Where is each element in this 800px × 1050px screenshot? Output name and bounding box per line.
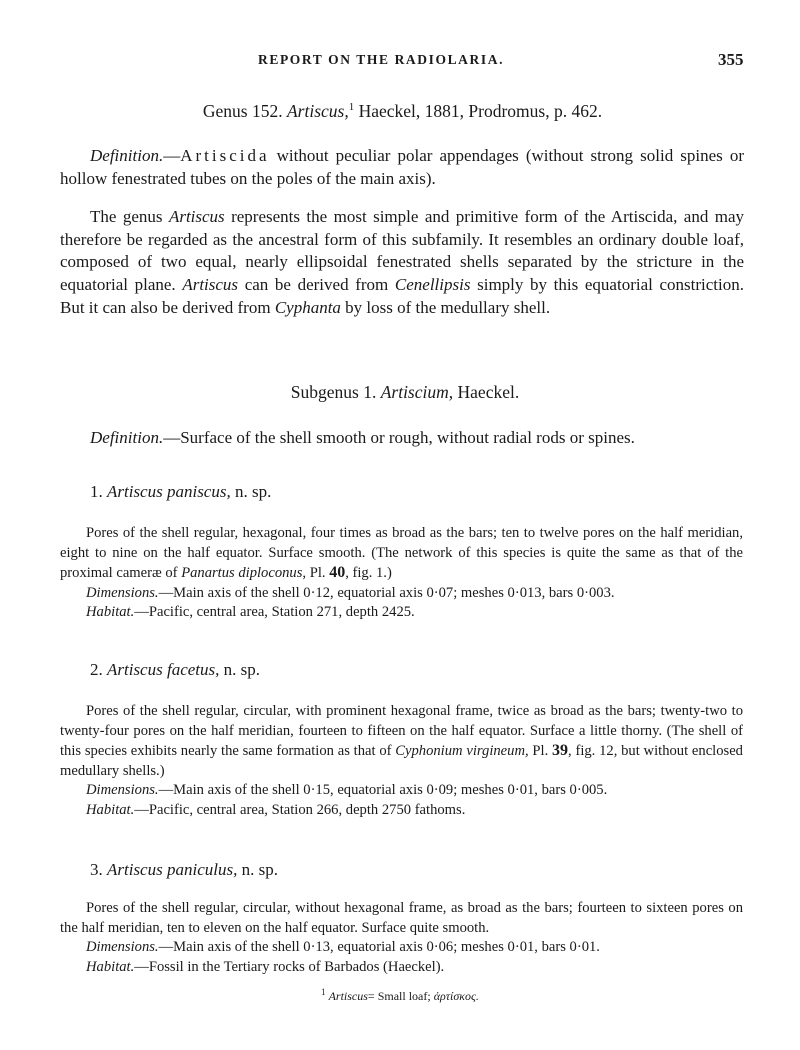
genus-definition <box>60 145 744 190</box>
description-text: Pores of the shell regular, hexagonal, four times as broad as the bars; ten to twelve pores on the half meridian, eight to nine on the half equator. Surface smooth. (The network of this species is quite the same as that of the proximal cameræ of <box>60 525 743 582</box>
definition-dash: — <box>163 146 181 165</box>
genus-prefix: Genus 152. <box>202 101 283 121</box>
running-head-title: REPORT ON THE RADIOLARIA. <box>258 52 505 67</box>
genus-heading <box>0 101 800 122</box>
species-habitat <box>60 958 743 978</box>
species-entry <box>60 524 743 623</box>
figure-reference: , fig. 12, but without enclosed medullary shells.) <box>60 743 743 779</box>
dimensions-label: Dimensions. <box>86 782 159 799</box>
definition-label: Definition. <box>90 428 164 447</box>
description-text: simply by this equatorial constriction. But it can also be derived from <box>60 275 744 317</box>
species-habitat <box>60 603 743 623</box>
subgenus-definition <box>60 427 744 450</box>
page-number: 355 <box>718 50 744 69</box>
dimensions-text: —Main axis of the shell 0·13, equatorial axis 0·06; meshes 0·01, bars 0·01. <box>158 939 600 956</box>
plate-label: Pl. <box>532 743 549 760</box>
plate-label: Pl. <box>309 565 326 582</box>
species-name: Artiscus paniscus, <box>107 482 231 501</box>
species-dimensions <box>60 938 743 958</box>
reference-taxon: Panartus diploconus, <box>181 565 307 582</box>
definition-text: without peculiar polar appendages (without strong solid spines or hollow fenestrated tubes on the poles of the main axis). <box>60 146 745 188</box>
taxon-name: Artiscus <box>168 207 225 226</box>
habitat-label: Habitat. <box>86 801 135 818</box>
species-name: Artiscus facetus, <box>107 660 220 679</box>
species-status: n. sp. <box>241 860 278 879</box>
species-status: n. sp. <box>234 482 272 501</box>
footnote-text: = Small loaf; <box>367 989 431 1003</box>
description-text: can be derived from <box>244 275 389 295</box>
subgenus-name: Artiscium, <box>380 382 454 402</box>
genus-description <box>60 206 744 320</box>
dimensions-label: Dimensions. <box>86 939 159 956</box>
reference-taxon: Cyphonium virgineum, <box>395 743 529 760</box>
subgenus-author: Haeckel. <box>457 382 520 402</box>
description-text: by loss of the medullary shell. <box>345 297 551 317</box>
species-dimensions <box>60 781 743 801</box>
dimensions-text: —Main axis of the shell 0·15, equatorial axis 0·09; meshes 0·01, bars 0·005. <box>158 782 608 799</box>
species-description <box>60 900 743 936</box>
description-text: Pores of the shell regular, circular, without hexagonal frame, as broad as the bars; fourteen to sixteen pores on the half meridian, ten to eleven on the half equator. Surface quite smooth. <box>60 900 743 936</box>
species-number: 2. <box>90 660 103 679</box>
species-heading <box>90 482 271 502</box>
dimensions-label: Dimensions. <box>86 584 159 601</box>
species-heading <box>90 860 278 880</box>
definition-group: Artiscida <box>180 146 270 165</box>
species-status: n. sp. <box>223 660 261 679</box>
species-entry <box>60 702 743 821</box>
plate-number: 40 <box>329 564 346 582</box>
habitat-label: Habitat. <box>86 604 135 621</box>
dimensions-text: —Main axis of the shell 0·12, equatorial axis 0·07; meshes 0·013, bars 0·003. <box>158 584 615 601</box>
footnote-reference: 1 <box>348 101 355 114</box>
definition-text: Surface of the shell smooth or rough, without radial rods or spines. <box>180 428 635 447</box>
running-head <box>0 50 800 80</box>
footnote-mark: 1 <box>321 987 326 997</box>
taxon-name: Artiscus <box>182 275 239 295</box>
habitat-text: —Pacific, central area, Station 266, depth 2750 fathoms. <box>134 801 466 818</box>
habitat-label: Habitat. <box>86 958 135 975</box>
definition-dash: — <box>163 428 181 447</box>
definition-label: Definition. <box>90 146 164 165</box>
species-description <box>60 525 743 581</box>
description-text: Pores of the shell regular, circular, with prominent hexagonal frame, twice as broad as the bars; twenty-two to twenty-four pores on the half meridian, fourteen to fifteen on the half equator. Surface a little thorny. (The shell of this species exhibits nearly the same formation as that of <box>60 703 743 760</box>
habitat-text: —Fossil in the Tertiary rocks of Barbados (Haeckel). <box>134 958 445 975</box>
habitat-text: —Pacific, central area, Station 271, depth 2425. <box>134 604 415 621</box>
species-entry <box>60 899 743 977</box>
footnote-term: Artiscus <box>328 989 368 1003</box>
footnote-greek: ἀρτίσκος. <box>433 989 479 1003</box>
taxon-name: Cenellipsis <box>394 275 471 295</box>
figure-reference: , fig. 1.) <box>345 565 392 582</box>
species-dimensions <box>60 584 743 604</box>
taxon-name: Cyphanta <box>274 297 341 317</box>
subgenus-prefix: Subgenus 1. <box>290 382 377 402</box>
description-text: represents the most simple and primitive form of the Artiscida, and may therefore be regarded as the ancestral form of this subfamily. It resembles an ordinary double loaf, composed of two equal, nearly ellipsoidal fenestrated shells separated by the stricture in the equatorial plane. <box>60 207 745 295</box>
species-heading <box>90 660 260 680</box>
species-number: 1. <box>90 482 103 501</box>
plate-number: 39 <box>552 742 569 760</box>
species-description <box>60 703 743 779</box>
description-text: The genus <box>90 207 163 226</box>
subgenus-heading <box>0 382 800 403</box>
species-number: 3. <box>90 860 103 879</box>
species-habitat <box>60 801 743 821</box>
species-name: Artiscus paniculus, <box>107 860 238 879</box>
footnote <box>0 987 800 1004</box>
genus-name: Artiscus, <box>286 101 349 121</box>
genus-citation: Haeckel, 1881, Prodromus, p. 462. <box>358 101 603 121</box>
